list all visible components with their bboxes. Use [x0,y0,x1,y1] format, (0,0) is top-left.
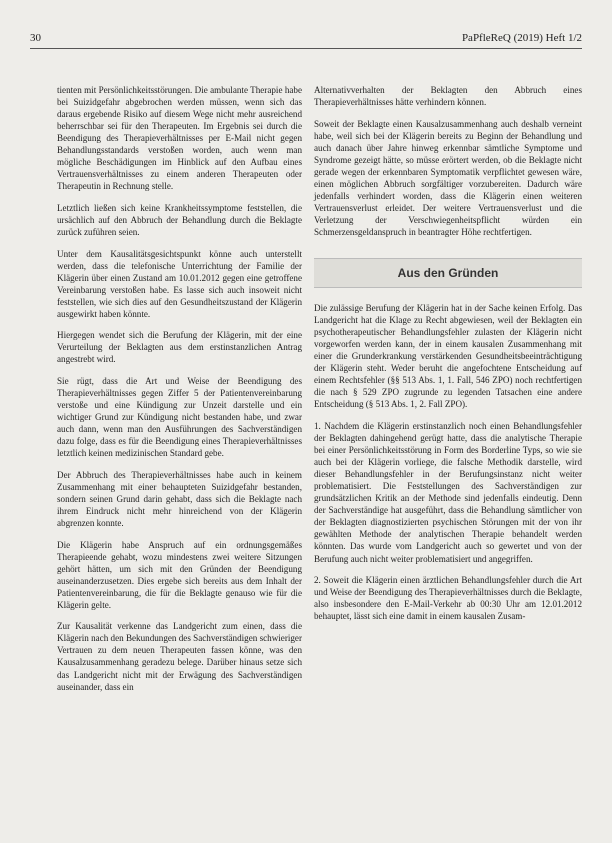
section-heading-box [314,258,582,288]
paragraph: Zur Kausalität verkenne das Landgericht zum einen, dass die Klägerin nach den Bekundungen des Sachverständigen schwieriger Vertrauen zu dem neuen Therapeuten fassen könne, was den Kausalzusammenhang geradezu belege. Darüber hinaus setze sich das Landgericht nicht mit der Erwägung des Sachverständigen auseinander, dass ein [57,621,302,692]
paragraph: Die Klägerin habe Anspruch auf ein ordnungsgemäßes Therapieende gehabt, wozu mindestens zwei weitere Sitzungen gehört hätten, um sich mit den Gründen der Beendigung auseinanderzusetzen. Dies ergebe sich bereits aus dem Inhalt der Patientenvereinbarung, die für die Beklagte genauso wie für die Klägerin gelte. [57,539,302,610]
paragraph: Die zulässige Berufung der Klägerin hat in der Sache keinen Erfolg. Das Landgericht hat die Klage zu Recht abgewiesen, weil der Beklagten ein psychotherapeutischer Behandlungsfehler zulasten der Klägerin nicht vorgeworfen werden kann, der in einem kausalen Zusammenhang mit einer die Grunderkrankung verstärkenden Gesundheitsbeeinträchtigung der Klägerin steht. Weder beruht die angefochtene Entscheidung auf einem Rechtsfehler (§§ 513 Abs. 1, 1. Fall, 546 ZPO) noch rechtfertigen die nach § 529 ZPO zugrunde zu legenden Tatsachen eine andere Entscheidung (§ 513 Abs. 1, 2. Fall ZPO). [314,303,582,410]
left-column [57,84,302,702]
section-heading: Aus den Gründen [397,266,499,281]
header-rule [30,48,582,49]
paragraph: Der Abbruch des Therapieverhältnisses habe auch in keinem Zusammenhang mit einer behaupteten Suizidgefahr bestanden, sondern seinen Grund darin gehabt, dass sich die Beklagte nach ihrem Eindruck nicht mehr hinreichend von der Klägerin abgrenzen konnte. [57,469,302,528]
page-number: 30 [30,32,41,44]
paragraph: Alternativverhalten der Beklagten den Abbruch eines Therapieverhältnisses hätte verhindern können. [314,85,582,108]
page-header [30,30,582,46]
paragraph: Unter dem Kausalitätsgesichtspunkt könne auch unterstellt werden, dass die telefonische Unterrichtung der Familie der Klägerin über einen Zustand am 10.01.2012 gegen eine getroffene Vereinbarung verstoßen habe. Es lasse sich auch insoweit nicht feststellen, wie sich dies auf den Gesundheitszustand der Klägerin ausgewirkt haben könnte. [57,248,302,319]
paragraph: Hiergegen wendet sich die Berufung der Klägerin, mit der eine Verurteilung der Beklagten aus dem erstinstanzlichen Antrag angestrebt wird. [57,330,302,365]
paragraph: Sie rügt, dass die Art und Weise der Beendigung des Therapieverhältnisses gegen Ziffer 5 der Patientenvereinbarung verstoße und eine Kündigung zur Unzeit darstelle und ein wichtiger Grund zur Kündigung nicht bestanden habe, und zwar auch dann, wenn man den Ausführungen des Sachverständigen dazu folge, dass es für die Beendigung eines Therapieverhältnisses letztlich keinen medizinischen Standard gebe. [57,375,302,459]
right-column [314,84,582,632]
paragraph: 2. Soweit die Klägerin einen ärztlichen Behandlungsfehler durch die Art und Weise der Beendigung des Therapieverhältnisses durch die Beklagte, also insbesondere den E-Mail-Verkehr ab 00:30 Uhr am 12.01.2012 behauptet, lässt sich eine damit in einem kausalen Zusam- [314,575,582,622]
journal-title: PaPfleReQ (2019) Heft 1/2 [461,32,582,44]
paragraph: 1. Nachdem die Klägerin erstinstanzlich noch einen Behandlungsfehler der Beklagten dahingehend gerügt hatte, dass die analytische Therapie bei einer Persönlichkeitsstörung in Form des Borderline Typs, so wie sie auch bei der Klägerin vorliege, die falsche Methodik darstelle, wird dieser Behandlungsfehler in der Berufungsinstanz nicht weiter problematisiert. Die Feststellungen des Sachverständigen zur grundsätzlichen Kritik an der Methode sind jedenfalls eindeutig. Denn der Sachverständige hat ausgeführt, dass die Behandlung sämtlicher von der Beklagten diagnostizierten psychischen Störungen mit der von ihr gewählten Methode der analytischen Therapie behandelt werden könnten. Das wurde vom Landgericht auch so gewertet und von der Berufung auch nicht weiter problematisiert und angegriffen. [314,420,582,564]
paragraph: tienten mit Persönlichkeitsstörungen. Die ambulante Therapie habe bei Suizidgefahr abgebrochen werden müssen, wenn sich das daraus ergebende Risiko auf diesem Wege nicht mehr ausreichend beherrschbar sei für den Therapeuten. Im Ergebnis sei durch die Beendigung des Therapieverhältnisses per E-Mail nicht gegen Behandlungsstandards verstoßen worden, auch wenn man mögliche Beschädigungen im Hinblick auf den Aufbau eines Vertrauensverhältnisses zu einem anderen Therapeuten oder Therapeutin in Rechnung stelle. [57,85,302,192]
paragraph: Letztlich ließen sich keine Krankheitssymptome feststellen, die ursächlich auf den Abbruch der Behandlung durch die Beklagte zurück zuführen seien. [57,202,302,238]
paragraph: Soweit der Beklagte einen Kausalzusammenhang auch deshalb verneint habe, weil sich bei der Klägerin bereits zu Beginn der Behandlung und auch danach über Jahre hinweg erkennbar sämtliche Symptome und Syndrome gezeigt hätte, so müsse erörtert werden, ob die Beklagte nicht gerade wegen der erkennbaren Symptomatik verpflichtet gewesen wäre, einen möglichen Abbruch sorgfältiger vorzubereiten. Dadurch wäre jedenfalls verhindert worden, dass die Klägerin einen weiteren Vertrauensverlust erleidet. Der weitere Vertrauensverlust und die Verletzung der Verschwiegenheitspflicht würden ein Schmerzensgeldanspruch in beantragter Höhe rechtfertigen. [314,118,582,238]
